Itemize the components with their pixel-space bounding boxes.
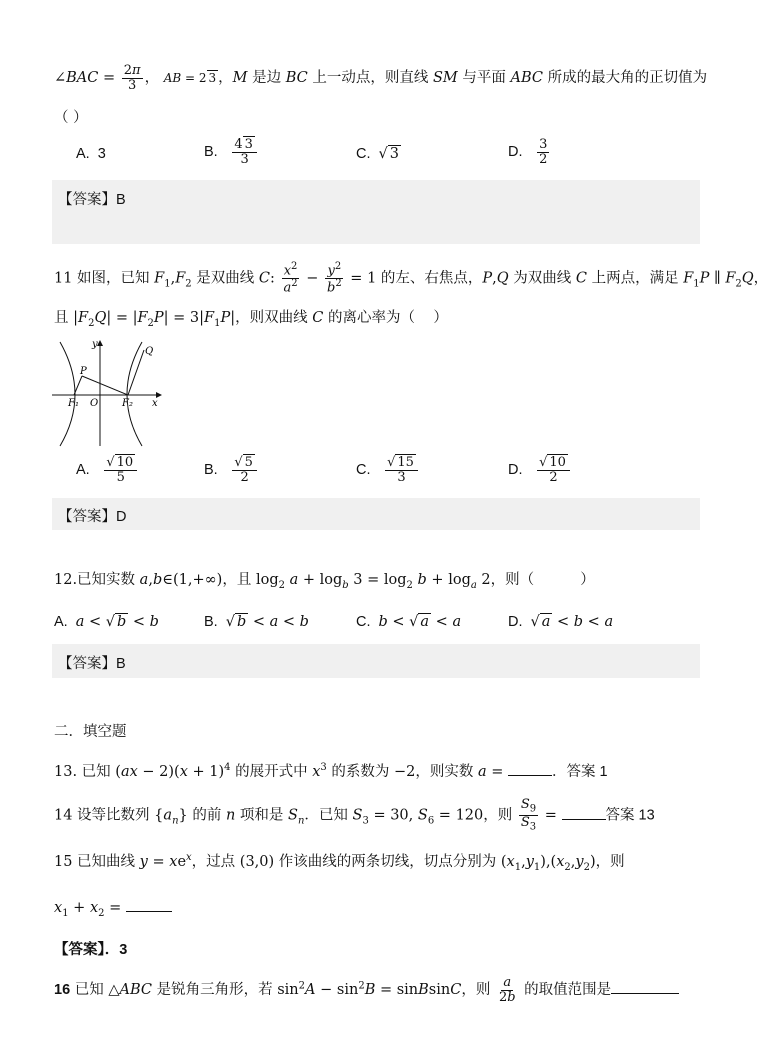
q10-stem: ∠BAC = $\frac{2\pi}{3}$ ， AB = 2 3 ，M 是边 BC 上一动点，则直线 SM 与平面 ABC 所成的最大角的正切值为 [54,63,708,93]
q11-option-c: C. $\frac{√ 15}{3}$ [356,456,420,484]
figure-label-y: y [92,339,98,350]
q15-line1: 15 已知曲线 $y = xe^x$，过点 (3,0) 作该曲线的两条切线，切点分别为 $(x_1,y_1),(x_2,y_2)$，则 [54,852,625,873]
figure-label-f1: F₁ [68,398,79,409]
q10-option-d: D. $\frac{3}{2}$ [508,137,548,167]
q15-blank[interactable] [126,909,172,912]
q11-answer-box [52,498,700,530]
figure-label-o: O [90,398,99,409]
q10-answer-box [52,180,700,244]
q14-blank[interactable] [562,817,606,820]
q10-option-b: B. $\frac{4 3}{3}$ [204,138,259,166]
q11-answer: 【答案】D [58,509,127,525]
q12-option-c: C. b < √ a < a [356,614,462,630]
q16-blank[interactable] [611,991,679,994]
q15-line2: $x_1 + x_2$ = [54,900,172,919]
q12-option-a: A. a < √ b < b [54,614,159,630]
q11-line2: 且 $|F_2Q| = |F_2P| = 3|F_1P|$，则双曲线 C 的离心率为（ ） [54,310,448,329]
q13: 13. 已知 $(ax - 2)(x + 1)^4$ 的展开式中 $x^3$ 的系数为 −2，则实数 a = ．答案 1 [54,762,608,780]
q12-option-d: D. √ a < b < a [508,614,614,630]
q10-option-a: A. 3 [76,146,106,162]
q10-paren: （ ） [54,110,88,126]
q10-answer: 【答案】B [58,192,126,208]
q11-line1: 11 如图，已知 $F_1,F_2$ 是双曲线 C: $\frac{x^2}{a^2}$ − $\frac{y^2}{b^2}$ = 1 的左、右焦点，P,Q 为双曲线 C 上两点，满足 $F_1P$ ∥ $F_2Q$， [54,261,768,296]
q12-option-b: B. √ b < a < b [204,614,309,630]
q16: 16 已知 △ABC 是锐角三角形，若 $\sin^2A - \sin^2B$ = sinBsinC，则 $\frac{a}{2b}$ 的取值范围是 [54,976,679,1004]
figure-label-x: x [152,398,158,409]
q11-option-a: A. $\frac{√ 10}{5}$ [76,456,139,484]
q15-answer: 【答案】．3 [54,942,128,958]
figure-label-f2: F₂ [122,398,133,409]
q10-option-c: C. √ 3 [356,146,399,162]
q12-stem: 12.已知实数 a,b∈(1,+∞)，且 $\log_2 a + \log_b 3 = \log_2 b + \log_a 2$，则（ ） [54,572,595,591]
q12-answer-box [52,644,700,678]
q13-blank[interactable] [508,773,552,776]
q12-answer: 【答案】B [58,656,126,672]
q14: 14 设等比数列 $\{a_n\}$ 的前 n 项和是 $S_n$．已知 $S_3 = 30$, $S_6 = 120$，则 $\frac{S_9}{S_3}$ = 答案 13 [54,797,655,833]
q11-option-b: B. $\frac{√ 5}{2}$ [204,456,259,484]
figure-label-q: Q [145,346,154,357]
figure-label-p: P [80,366,87,377]
q11-option-d: D. $\frac{√ 10}{2}$ [508,456,572,484]
section-title: 二．填空题 [54,724,127,740]
hyperbola-figure [52,338,170,448]
